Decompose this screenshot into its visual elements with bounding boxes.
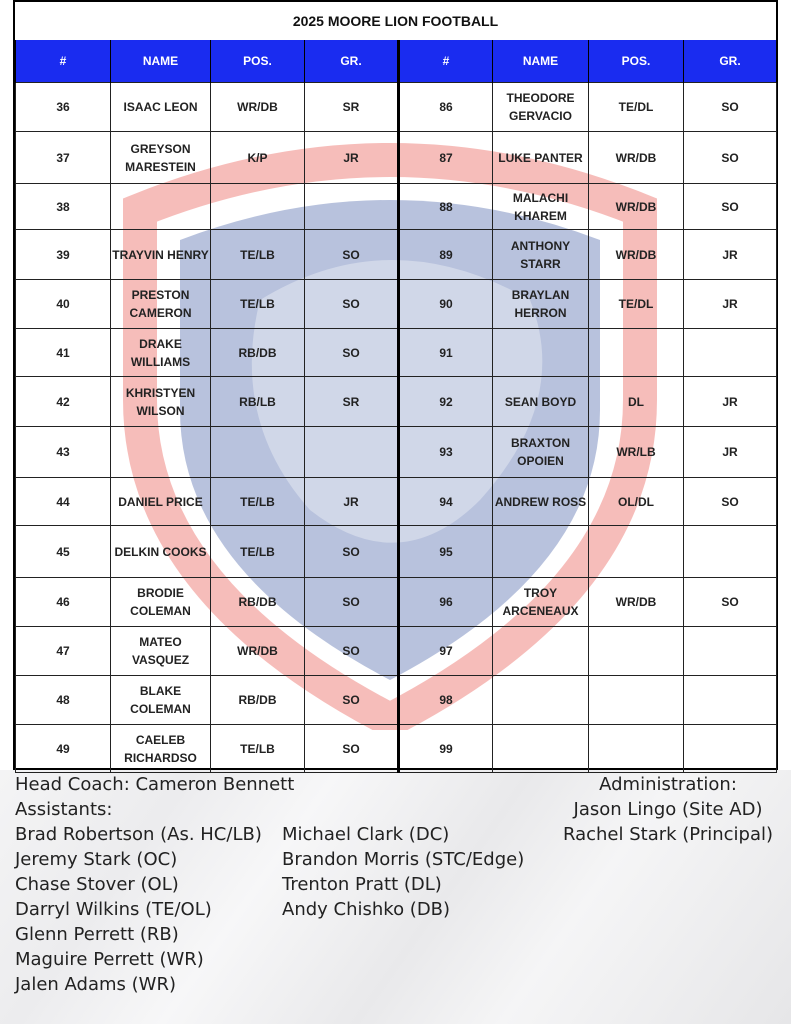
player-position: RB/DB xyxy=(211,578,305,627)
player-number: 89 xyxy=(399,230,493,280)
player-grade: JR xyxy=(684,427,777,478)
player-grade: SO xyxy=(684,132,777,184)
table-row xyxy=(16,478,777,526)
player-position xyxy=(589,676,684,725)
player-grade xyxy=(684,676,777,725)
player-grade: JR xyxy=(305,132,399,184)
staff-list-item: Brad Robertson (As. HC/LB) xyxy=(15,824,262,845)
page-title: 2025 MOORE LION FOOTBALL xyxy=(15,2,776,40)
player-grade: SR xyxy=(305,83,399,132)
header-position: POS. xyxy=(211,40,305,83)
player-grade: JR xyxy=(684,230,777,280)
player-number: 96 xyxy=(399,578,493,627)
table-row xyxy=(16,280,777,329)
player-name: SEAN BOYD xyxy=(493,377,589,427)
player-name: ANTHONY STARR xyxy=(493,230,589,280)
player-position: RB/DB xyxy=(211,676,305,725)
header-row xyxy=(16,40,777,83)
player-number: 44 xyxy=(16,478,111,526)
player-number: 94 xyxy=(399,478,493,526)
roster-table xyxy=(15,40,777,773)
player-name xyxy=(493,627,589,676)
staff-list-item: Jeremy Stark (OC) xyxy=(15,849,178,870)
player-grade xyxy=(305,184,399,230)
header-name: NAME xyxy=(111,40,211,83)
player-grade: SO xyxy=(305,230,399,280)
roster-panel xyxy=(13,0,778,770)
player-number: 99 xyxy=(399,725,493,773)
player-name: DANIEL PRICE xyxy=(111,478,211,526)
player-number: 39 xyxy=(16,230,111,280)
player-position: K/P xyxy=(211,132,305,184)
player-grade xyxy=(684,526,777,578)
player-position: WR/DB xyxy=(211,83,305,132)
player-number: 46 xyxy=(16,578,111,627)
player-grade xyxy=(305,427,399,478)
player-position: TE/LB xyxy=(211,526,305,578)
header-grade: GR. xyxy=(305,40,399,83)
player-position: WR/DB xyxy=(589,184,684,230)
staff-list-item: Andy Chishko (DB) xyxy=(282,899,451,920)
player-number: 93 xyxy=(399,427,493,478)
player-position xyxy=(589,329,684,377)
table-row xyxy=(16,329,777,377)
header-grade: GR. xyxy=(684,40,777,83)
player-position: WR/DB xyxy=(589,132,684,184)
player-grade: SR xyxy=(305,377,399,427)
player-number: 36 xyxy=(16,83,111,132)
player-name: MATEO VASQUEZ xyxy=(111,627,211,676)
header-name: NAME xyxy=(493,40,589,83)
player-grade: SO xyxy=(305,578,399,627)
header-position: POS. xyxy=(589,40,684,83)
player-position xyxy=(211,184,305,230)
player-position: TE/LB xyxy=(211,478,305,526)
player-position: RB/DB xyxy=(211,329,305,377)
player-name: MALACHI KHAREM xyxy=(493,184,589,230)
header-number: # xyxy=(16,40,111,83)
staff-list-item: Glenn Perrett (RB) xyxy=(15,924,179,945)
administration-label: Administration: xyxy=(599,774,737,795)
player-grade xyxy=(684,329,777,377)
player-position: TE/LB xyxy=(211,725,305,773)
player-number: 45 xyxy=(16,526,111,578)
player-position: DL xyxy=(589,377,684,427)
player-number: 42 xyxy=(16,377,111,427)
table-row xyxy=(16,427,777,478)
staff-list-item: Jalen Adams (WR) xyxy=(15,974,176,995)
player-name: TROY ARCENEAUX xyxy=(493,578,589,627)
player-name: GREYSON MARESTEIN xyxy=(111,132,211,184)
table-row xyxy=(16,83,777,132)
player-number: 92 xyxy=(399,377,493,427)
player-position: OL/DL xyxy=(589,478,684,526)
player-name xyxy=(493,526,589,578)
player-grade: SO xyxy=(305,676,399,725)
player-grade: SO xyxy=(305,627,399,676)
staff-list-item: Trenton Pratt (DL) xyxy=(282,874,442,895)
player-name: DELKIN COOKS xyxy=(111,526,211,578)
table-row xyxy=(16,377,777,427)
player-grade: SO xyxy=(684,184,777,230)
header-number: # xyxy=(399,40,493,83)
table-row xyxy=(16,676,777,725)
table-row xyxy=(16,526,777,578)
player-grade: SO xyxy=(305,526,399,578)
player-number: 40 xyxy=(16,280,111,329)
admin-list-item: Jason Lingo (Site AD) xyxy=(573,799,763,820)
player-number: 41 xyxy=(16,329,111,377)
player-grade: JR xyxy=(684,280,777,329)
admin-list-item: Rachel Stark (Principal) xyxy=(562,824,774,845)
player-grade: SO xyxy=(305,329,399,377)
staff-list-item: Michael Clark (DC) xyxy=(282,824,450,845)
player-number: 90 xyxy=(399,280,493,329)
player-name: THEODORE GERVACIO xyxy=(493,83,589,132)
player-grade xyxy=(684,627,777,676)
player-number: 87 xyxy=(399,132,493,184)
player-name: ISAAC LEON xyxy=(111,83,211,132)
player-number: 88 xyxy=(399,184,493,230)
table-row xyxy=(16,132,777,184)
player-number: 47 xyxy=(16,627,111,676)
player-name: ANDREW ROSS xyxy=(493,478,589,526)
player-position: TE/LB xyxy=(211,280,305,329)
player-grade: SO xyxy=(684,478,777,526)
player-number: 95 xyxy=(399,526,493,578)
player-number: 43 xyxy=(16,427,111,478)
player-position xyxy=(589,725,684,773)
player-position: TE/LB xyxy=(211,230,305,280)
player-name xyxy=(493,725,589,773)
player-number: 48 xyxy=(16,676,111,725)
player-grade: JR xyxy=(305,478,399,526)
player-number: 49 xyxy=(16,725,111,773)
table-row xyxy=(16,184,777,230)
staff-list-item: Maguire Perrett (WR) xyxy=(15,949,204,970)
head-coach: Head Coach: Cameron Bennett xyxy=(15,774,295,795)
player-position: WR/DB xyxy=(211,627,305,676)
player-position xyxy=(589,627,684,676)
player-name xyxy=(493,329,589,377)
player-grade: SO xyxy=(684,83,777,132)
player-grade: SO xyxy=(684,578,777,627)
player-name: TRAYVIN HENRY xyxy=(111,230,211,280)
table-row xyxy=(16,627,777,676)
player-grade xyxy=(684,725,777,773)
staff-list-item: Chase Stover (OL) xyxy=(15,874,179,895)
player-name xyxy=(493,676,589,725)
table-row xyxy=(16,230,777,280)
staff-list-item: Darryl Wilkins (TE/OL) xyxy=(15,899,212,920)
player-name: BRAXTON OPOIEN xyxy=(493,427,589,478)
player-number: 98 xyxy=(399,676,493,725)
player-position xyxy=(211,427,305,478)
table-row xyxy=(16,578,777,627)
player-grade: SO xyxy=(305,280,399,329)
player-position: TE/DL xyxy=(589,280,684,329)
player-grade: SO xyxy=(305,725,399,773)
player-name: BLAKE COLEMAN xyxy=(111,676,211,725)
table-row xyxy=(16,725,777,773)
player-number: 86 xyxy=(399,83,493,132)
player-name: BRODIE COLEMAN xyxy=(111,578,211,627)
player-name: LUKE PANTER xyxy=(493,132,589,184)
staff-list-item: Brandon Morris (STC/Edge) xyxy=(282,849,525,870)
player-name: CAELEB RICHARDSO xyxy=(111,725,211,773)
player-position: TE/DL xyxy=(589,83,684,132)
player-grade: JR xyxy=(684,377,777,427)
player-number: 97 xyxy=(399,627,493,676)
player-number: 38 xyxy=(16,184,111,230)
player-name: PRESTON CAMERON xyxy=(111,280,211,329)
player-name xyxy=(111,427,211,478)
player-number: 91 xyxy=(399,329,493,377)
player-name: KHRISTYEN WILSON xyxy=(111,377,211,427)
player-number: 37 xyxy=(16,132,111,184)
player-position: WR/LB xyxy=(589,427,684,478)
player-position xyxy=(589,526,684,578)
assistants-label: Assistants: xyxy=(15,799,113,820)
player-position: RB/LB xyxy=(211,377,305,427)
player-name: DRAKE WILLIAMS xyxy=(111,329,211,377)
player-position: WR/DB xyxy=(589,230,684,280)
player-position: WR/DB xyxy=(589,578,684,627)
player-name: BRAYLAN HERRON xyxy=(493,280,589,329)
player-name xyxy=(111,184,211,230)
